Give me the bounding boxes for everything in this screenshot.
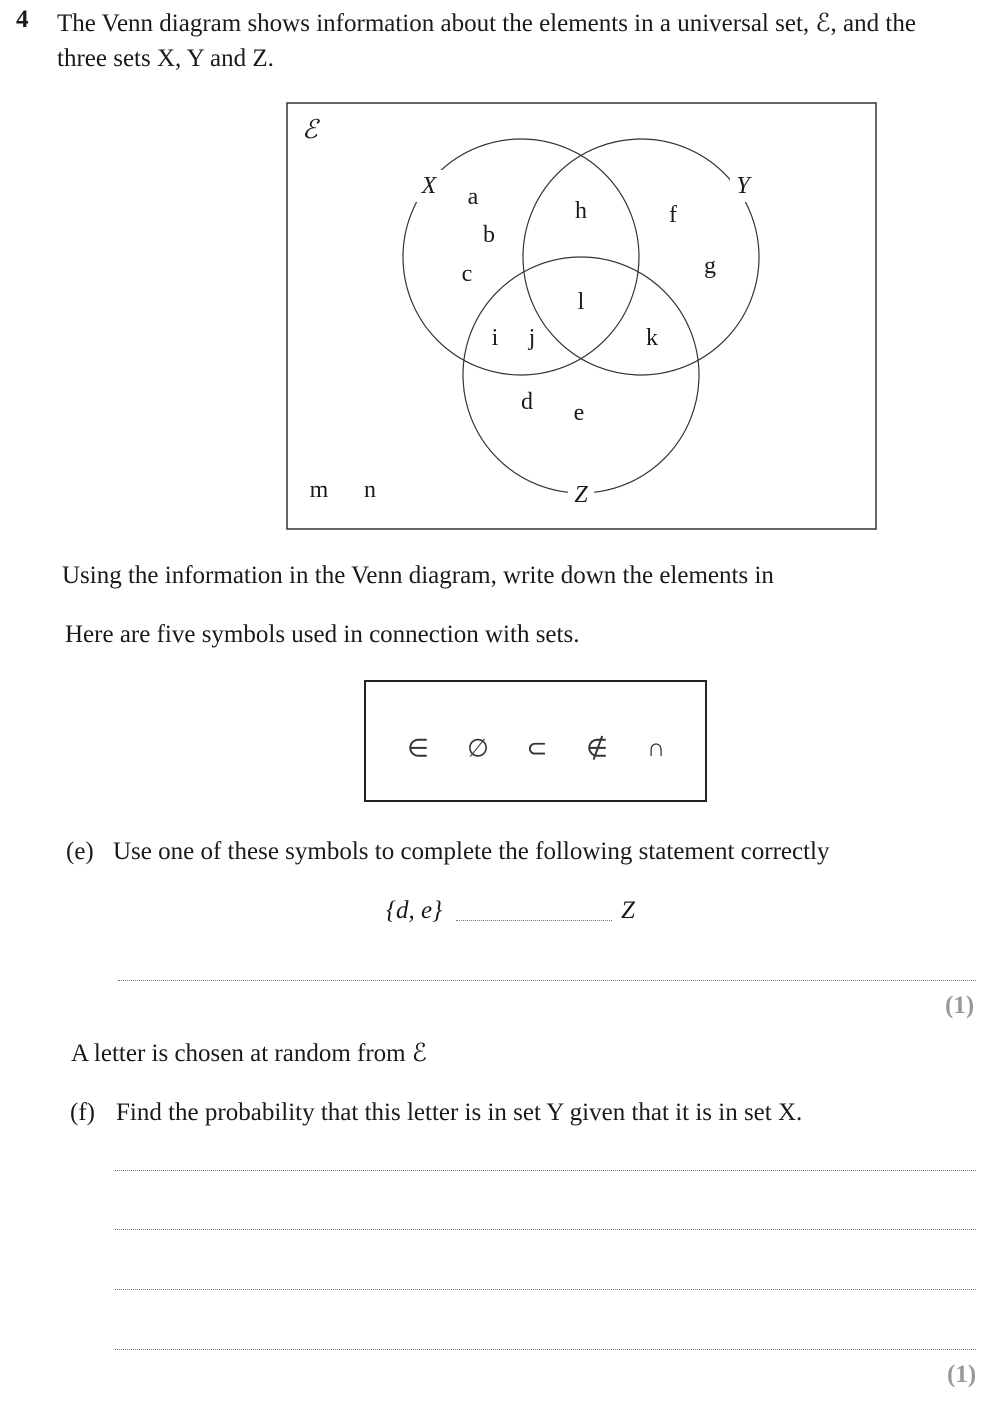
part-e-marks: (1): [945, 992, 975, 1019]
question-intro-line2: three sets X, Y and Z.: [57, 45, 274, 72]
element-n: n: [364, 477, 376, 503]
not-element-of-symbol: ∉: [586, 733, 608, 763]
subset-symbol: ⊂: [526, 733, 548, 763]
intersection-symbol: ∩: [647, 733, 665, 762]
element-c: c: [461, 261, 473, 287]
statement-right: Z: [621, 897, 635, 924]
empty-set-symbol: ∅: [467, 733, 489, 763]
venn-diagram: [286, 102, 878, 532]
element-l: l: [577, 289, 585, 315]
set-label-y: Y: [736, 173, 750, 199]
part-f-text: Find the probability that this letter is in set Y given that it is in set X.: [116, 1099, 803, 1126]
part-f-marks: (1): [947, 1361, 977, 1388]
question-intro-line1: The Venn diagram shows information about the elements in a universal set, ℰ, and the: [57, 10, 916, 37]
answer-line-f-4[interactable]: [115, 1349, 976, 1350]
random-text: A letter is chosen at random from ℰ: [71, 1040, 428, 1067]
part-e-label: (e): [66, 838, 94, 865]
element-m: m: [309, 477, 329, 503]
element-a: a: [467, 184, 479, 210]
element-e: e: [573, 400, 585, 426]
circle-y: [523, 139, 759, 375]
element-f: f: [669, 202, 677, 228]
element-d: d: [521, 389, 533, 415]
element-g: g: [704, 253, 716, 279]
part-e-text: Use one of these symbols to complete the following statement correctly: [113, 838, 830, 865]
part-f-label: (f): [70, 1099, 95, 1126]
set-label-x: X: [421, 173, 437, 199]
statement-blank[interactable]: [456, 920, 612, 921]
answer-line-f-1[interactable]: [115, 1170, 976, 1171]
statement-left: {d, e}: [386, 897, 443, 924]
answer-line-f-2[interactable]: [115, 1229, 976, 1230]
using-text: Using the information in the Venn diagram, write down the elements in: [62, 562, 774, 589]
element-j: j: [528, 325, 536, 351]
universal-set-box: [287, 103, 876, 529]
set-label-z: Z: [574, 482, 588, 508]
question-intro: [57, 6, 987, 76]
symbols-intro: Here are five symbols used in connection with sets.: [65, 621, 580, 648]
answer-line-e[interactable]: [118, 980, 976, 981]
element-k: k: [646, 325, 658, 351]
element-b: b: [483, 222, 495, 248]
element-i: i: [491, 325, 499, 351]
question-number: 4: [16, 6, 29, 33]
universal-set-symbol: ℰ: [302, 115, 318, 144]
element-h: h: [575, 198, 587, 224]
element-of-symbol: ∈: [407, 733, 429, 763]
answer-line-f-3[interactable]: [115, 1289, 976, 1290]
